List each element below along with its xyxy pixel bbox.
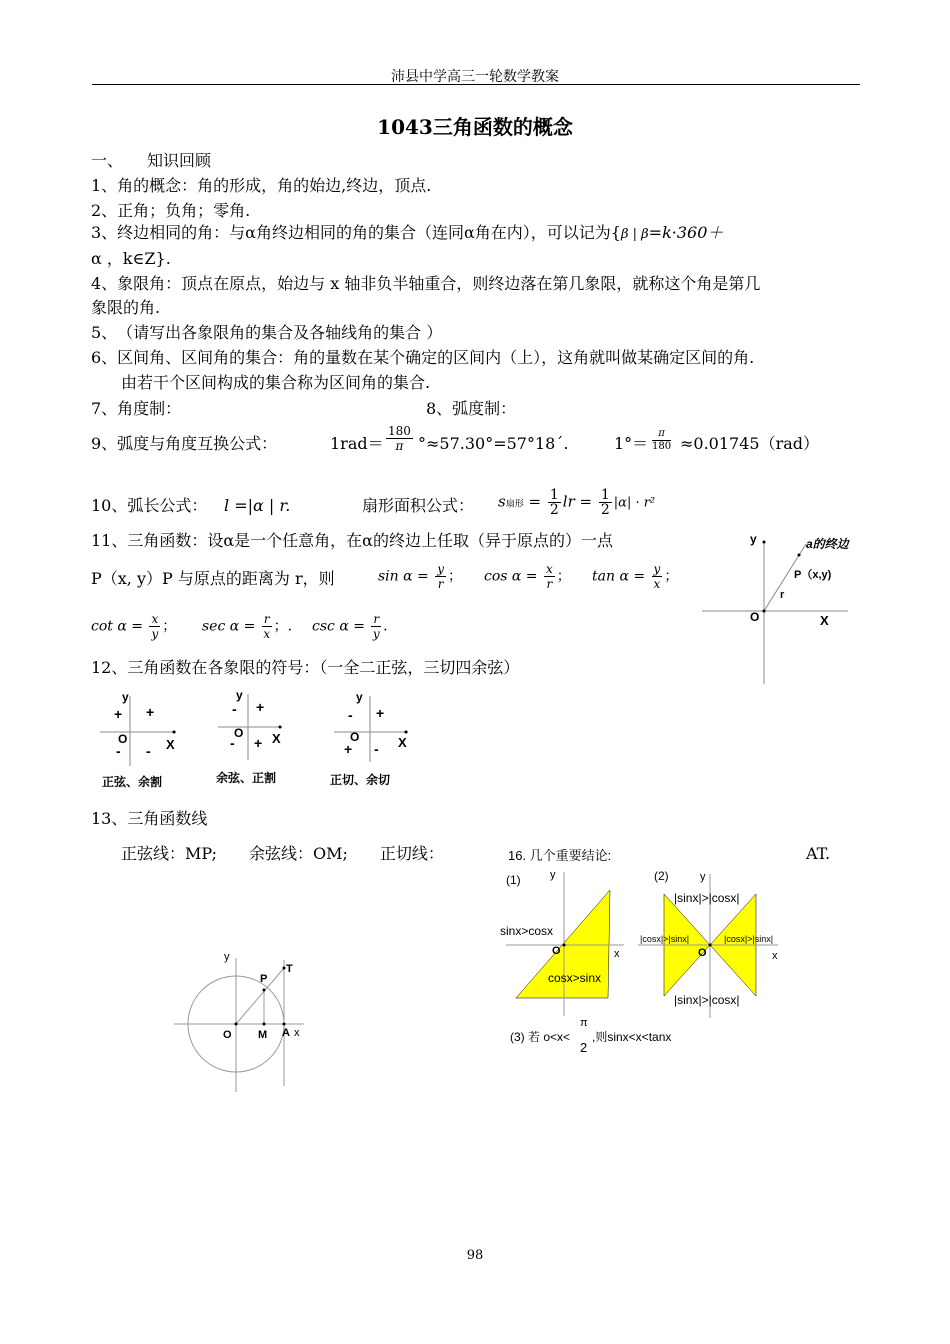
point-p	[798, 554, 801, 557]
caption: 正切、余切	[330, 773, 391, 787]
item-3-set: β | β	[620, 227, 649, 242]
o-label: O	[223, 1029, 232, 1041]
page-number: 98	[466, 1248, 484, 1263]
cos-fraction	[544, 562, 555, 591]
p2-origin	[709, 944, 712, 947]
point-p	[263, 989, 266, 992]
csc-dot: .	[383, 618, 388, 635]
terminal-side-figure	[698, 528, 878, 688]
x-label: X	[820, 613, 829, 628]
abs-cos-gt-sin-right: |cosx|>|sinx|	[724, 934, 774, 944]
half-num-2: 1	[600, 487, 610, 503]
item-11: 11、三角函数：设α是一个任意角，在α的终边上任取（异于原点的）一点	[91, 531, 613, 550]
arc-length-formula: l =|α | r.	[224, 496, 291, 515]
x-label: x	[294, 1027, 300, 1039]
item-9-deg: °≈57.30°=57°18ˊ.	[418, 434, 569, 453]
sec-num: r	[263, 612, 270, 626]
sin-fraction	[435, 562, 446, 591]
part-2-label: (2)	[654, 869, 669, 883]
sign-diagram-tan	[330, 686, 430, 790]
terminal-label: a的终边	[806, 537, 849, 551]
q2-sign: +	[114, 706, 123, 722]
cot-fraction	[149, 612, 160, 641]
part-3-pi: π	[580, 1017, 588, 1029]
part-1-label: (1)	[506, 873, 521, 887]
cos-gt-sin-label: cosx>sinx	[548, 971, 602, 985]
frac-den-180: 180	[652, 441, 672, 452]
item-2: 2、正角；负角；零角.	[91, 201, 251, 220]
q1-sign: +	[256, 699, 265, 715]
abs-cos-gt-sin-left: |cosx|>|sinx|	[640, 934, 690, 944]
q1-sign: +	[146, 704, 155, 720]
x-label: X	[398, 735, 407, 750]
sin-gt-cos-label: sinx>cosx	[500, 924, 554, 938]
p1-origin	[563, 944, 566, 947]
sector-lr: lr	[562, 492, 575, 511]
y-label: y	[750, 532, 757, 546]
half-num: 1	[549, 487, 559, 503]
tan-den: x	[653, 577, 661, 591]
q1-sign: +	[376, 705, 385, 721]
sec-fraction	[262, 612, 272, 641]
part-3-text: (3) 若 o<x<	[510, 1030, 571, 1044]
q3-sign: +	[344, 741, 353, 757]
unit-circle-figure	[168, 946, 318, 1096]
tan-fraction	[652, 562, 663, 591]
sin-num: y	[437, 562, 444, 576]
point-m	[263, 1023, 266, 1026]
abs-sin-gt-cos-top: |sinx|>|cosx|	[674, 891, 740, 905]
item-9-rad: 1rad＝	[330, 434, 384, 453]
header-rule	[92, 84, 860, 85]
rad-fraction	[386, 424, 413, 453]
deg-fraction	[652, 428, 671, 453]
cos-label: cos α =	[484, 568, 538, 585]
sign-diagram-cos	[214, 684, 314, 788]
item-13-lines: 正弦线：MP; 余弦线：OM; 正切线：	[121, 844, 444, 863]
part-3-two: 2	[580, 1040, 588, 1055]
caption: 正弦、余割	[102, 775, 163, 789]
cos-formula	[484, 562, 571, 591]
item-13: 13、三角函数线	[91, 809, 208, 828]
r-label: r	[780, 589, 785, 601]
item-3	[91, 222, 723, 246]
half-fraction-1	[548, 488, 561, 517]
half-den-2: 2	[600, 502, 610, 518]
m-label: M	[258, 1029, 268, 1041]
sin-semi: ；	[448, 568, 462, 585]
point-a	[283, 1023, 286, 1026]
cot-semi: ；	[162, 618, 177, 635]
conclusions-figure	[500, 846, 800, 1056]
item-5: 5、 （请写出各象限角的集合及各轴线角的集合 ）	[91, 323, 443, 342]
item-11-cont: P（x, y）P 与原点的距离为 r，则	[91, 569, 335, 588]
p2-o-label: O	[698, 947, 707, 959]
item-12: 12、三角函数在各象限的符号：（一全二正弦，三切四余弦）	[91, 658, 520, 677]
p1-x-label: x	[614, 948, 620, 960]
x-tip	[173, 731, 176, 734]
page-header: 沛县中学高三一轮数学教案	[391, 69, 559, 85]
item-9-one-degree: 1°＝	[614, 434, 649, 453]
item-3-text: 3、终边相同的角：与α角终边相同的角的集合（连同α角在内），可以记为{	[91, 223, 621, 242]
y-label: y	[356, 690, 363, 704]
sin-den: r	[437, 577, 444, 591]
cot-label: cot α =	[91, 618, 143, 635]
item-3-k: =k·360＋	[648, 223, 724, 242]
item-9-approx: ≈0.01745（rad）	[680, 434, 820, 453]
conclusions-title: 16. 几个重要结论:	[508, 848, 612, 863]
a-label: A	[282, 1027, 290, 1039]
tan-num: y	[653, 562, 661, 576]
item-3-cont: α ，k∈Z}.	[91, 249, 171, 268]
q2-sign: -	[232, 701, 237, 717]
cos-den: r	[546, 577, 553, 591]
item-13-at: AT.	[806, 844, 831, 863]
x-tip	[279, 726, 282, 729]
o-label: O	[118, 732, 128, 746]
item-6-cont: 由若干个区间构成的集合称为区间角的集合.	[121, 373, 431, 392]
y-label: y	[122, 690, 129, 704]
item-9-label: 9、弧度与角度互换公式：	[91, 434, 278, 453]
csc-formula	[312, 612, 388, 641]
tan-formula	[592, 562, 678, 591]
y-axis-tip	[763, 541, 766, 544]
sec-semi: ；	[273, 618, 288, 635]
csc-num: r	[373, 612, 380, 626]
sec-formula	[202, 612, 292, 641]
p-label: P（x,y)	[794, 569, 832, 581]
q2-sign: -	[348, 707, 353, 723]
x-label: X	[272, 731, 281, 746]
sin-formula	[378, 562, 462, 591]
cot-den: y	[151, 627, 159, 641]
y-label: y	[224, 951, 230, 963]
p2-y-label: y	[700, 871, 706, 883]
csc-label: csc α =	[312, 618, 365, 635]
p1-y-label: y	[550, 869, 556, 881]
sector-area-label: 扇形面积公式：	[362, 496, 475, 515]
q4-sign: -	[146, 743, 151, 759]
section-heading: 一、 知识回顾	[91, 151, 212, 170]
q3-sign: -	[230, 735, 235, 751]
sector-area-formula: s扇形 = $\frac{1}{2}$ lr = $\frac{1}{2}$ |α| · r²	[498, 487, 656, 518]
sector-sub: 扇形	[505, 499, 524, 510]
p-label: P	[260, 973, 268, 985]
item-4: 4、象限角：顶点在原点，始边与 x 轴非负半轴重合，则终边落在第几象限，就称这个角是第几	[91, 274, 761, 293]
o-label: O	[750, 610, 760, 624]
csc-den: y	[372, 627, 380, 641]
cot-num: x	[151, 612, 159, 626]
origin-dot	[235, 1023, 238, 1026]
tan-semi: ；	[664, 568, 679, 585]
origin-dot	[763, 610, 766, 613]
p1-o-label: O	[552, 945, 561, 957]
q3-sign: -	[116, 743, 121, 759]
part-3-result: ,则sinx<x<tanx	[592, 1030, 672, 1044]
sin-label: sin α =	[378, 568, 429, 585]
o-label: O	[350, 730, 360, 744]
cos-semi: ；	[556, 568, 571, 585]
caption: 余弦、正割	[216, 771, 277, 785]
page-title: 1043三角函数的概念	[377, 115, 573, 139]
frac-num: 180	[388, 424, 411, 438]
item-8: 8、弧度制：	[426, 399, 517, 418]
t-label: T	[286, 963, 293, 975]
cos-num: x	[546, 562, 553, 576]
item-6: 6、区间角、区间角的集合：角的量数在某个确定的区间内（上），这角就叫做某确定区间的角.	[91, 348, 755, 367]
sector-alpha-r2: |α| · r²	[613, 495, 656, 511]
q4-sign: +	[254, 735, 263, 751]
o-label: O	[234, 726, 244, 740]
half-den: 2	[549, 502, 559, 518]
q4-sign: -	[374, 741, 379, 757]
x-tip	[405, 731, 408, 734]
cot-formula	[91, 612, 176, 641]
frac-num-pi: π	[652, 428, 671, 441]
sign-diagram-sin	[96, 686, 196, 790]
p2-x-label: x	[772, 950, 778, 962]
item-1: 1、角的概念：角的形成，角的始边,终边，顶点.	[91, 176, 432, 195]
x-label: X	[166, 737, 175, 752]
half-fraction-2	[599, 488, 612, 517]
item-7: 7、角度制：	[91, 399, 182, 418]
sec-dot: .	[287, 618, 293, 635]
item-10-label: 10、弧长公式：	[91, 496, 208, 515]
csc-fraction	[371, 612, 381, 641]
frac-den: π	[395, 439, 404, 453]
tan-label: tan α =	[592, 568, 646, 585]
item-4-cont: 象限的角.	[91, 298, 161, 317]
sec-label: sec α =	[202, 618, 256, 635]
sector-s: s	[498, 492, 506, 511]
abs-sin-gt-cos-bottom: |sinx|>|cosx|	[674, 993, 740, 1007]
sec-den: x	[263, 627, 271, 641]
y-label: y	[236, 688, 243, 702]
